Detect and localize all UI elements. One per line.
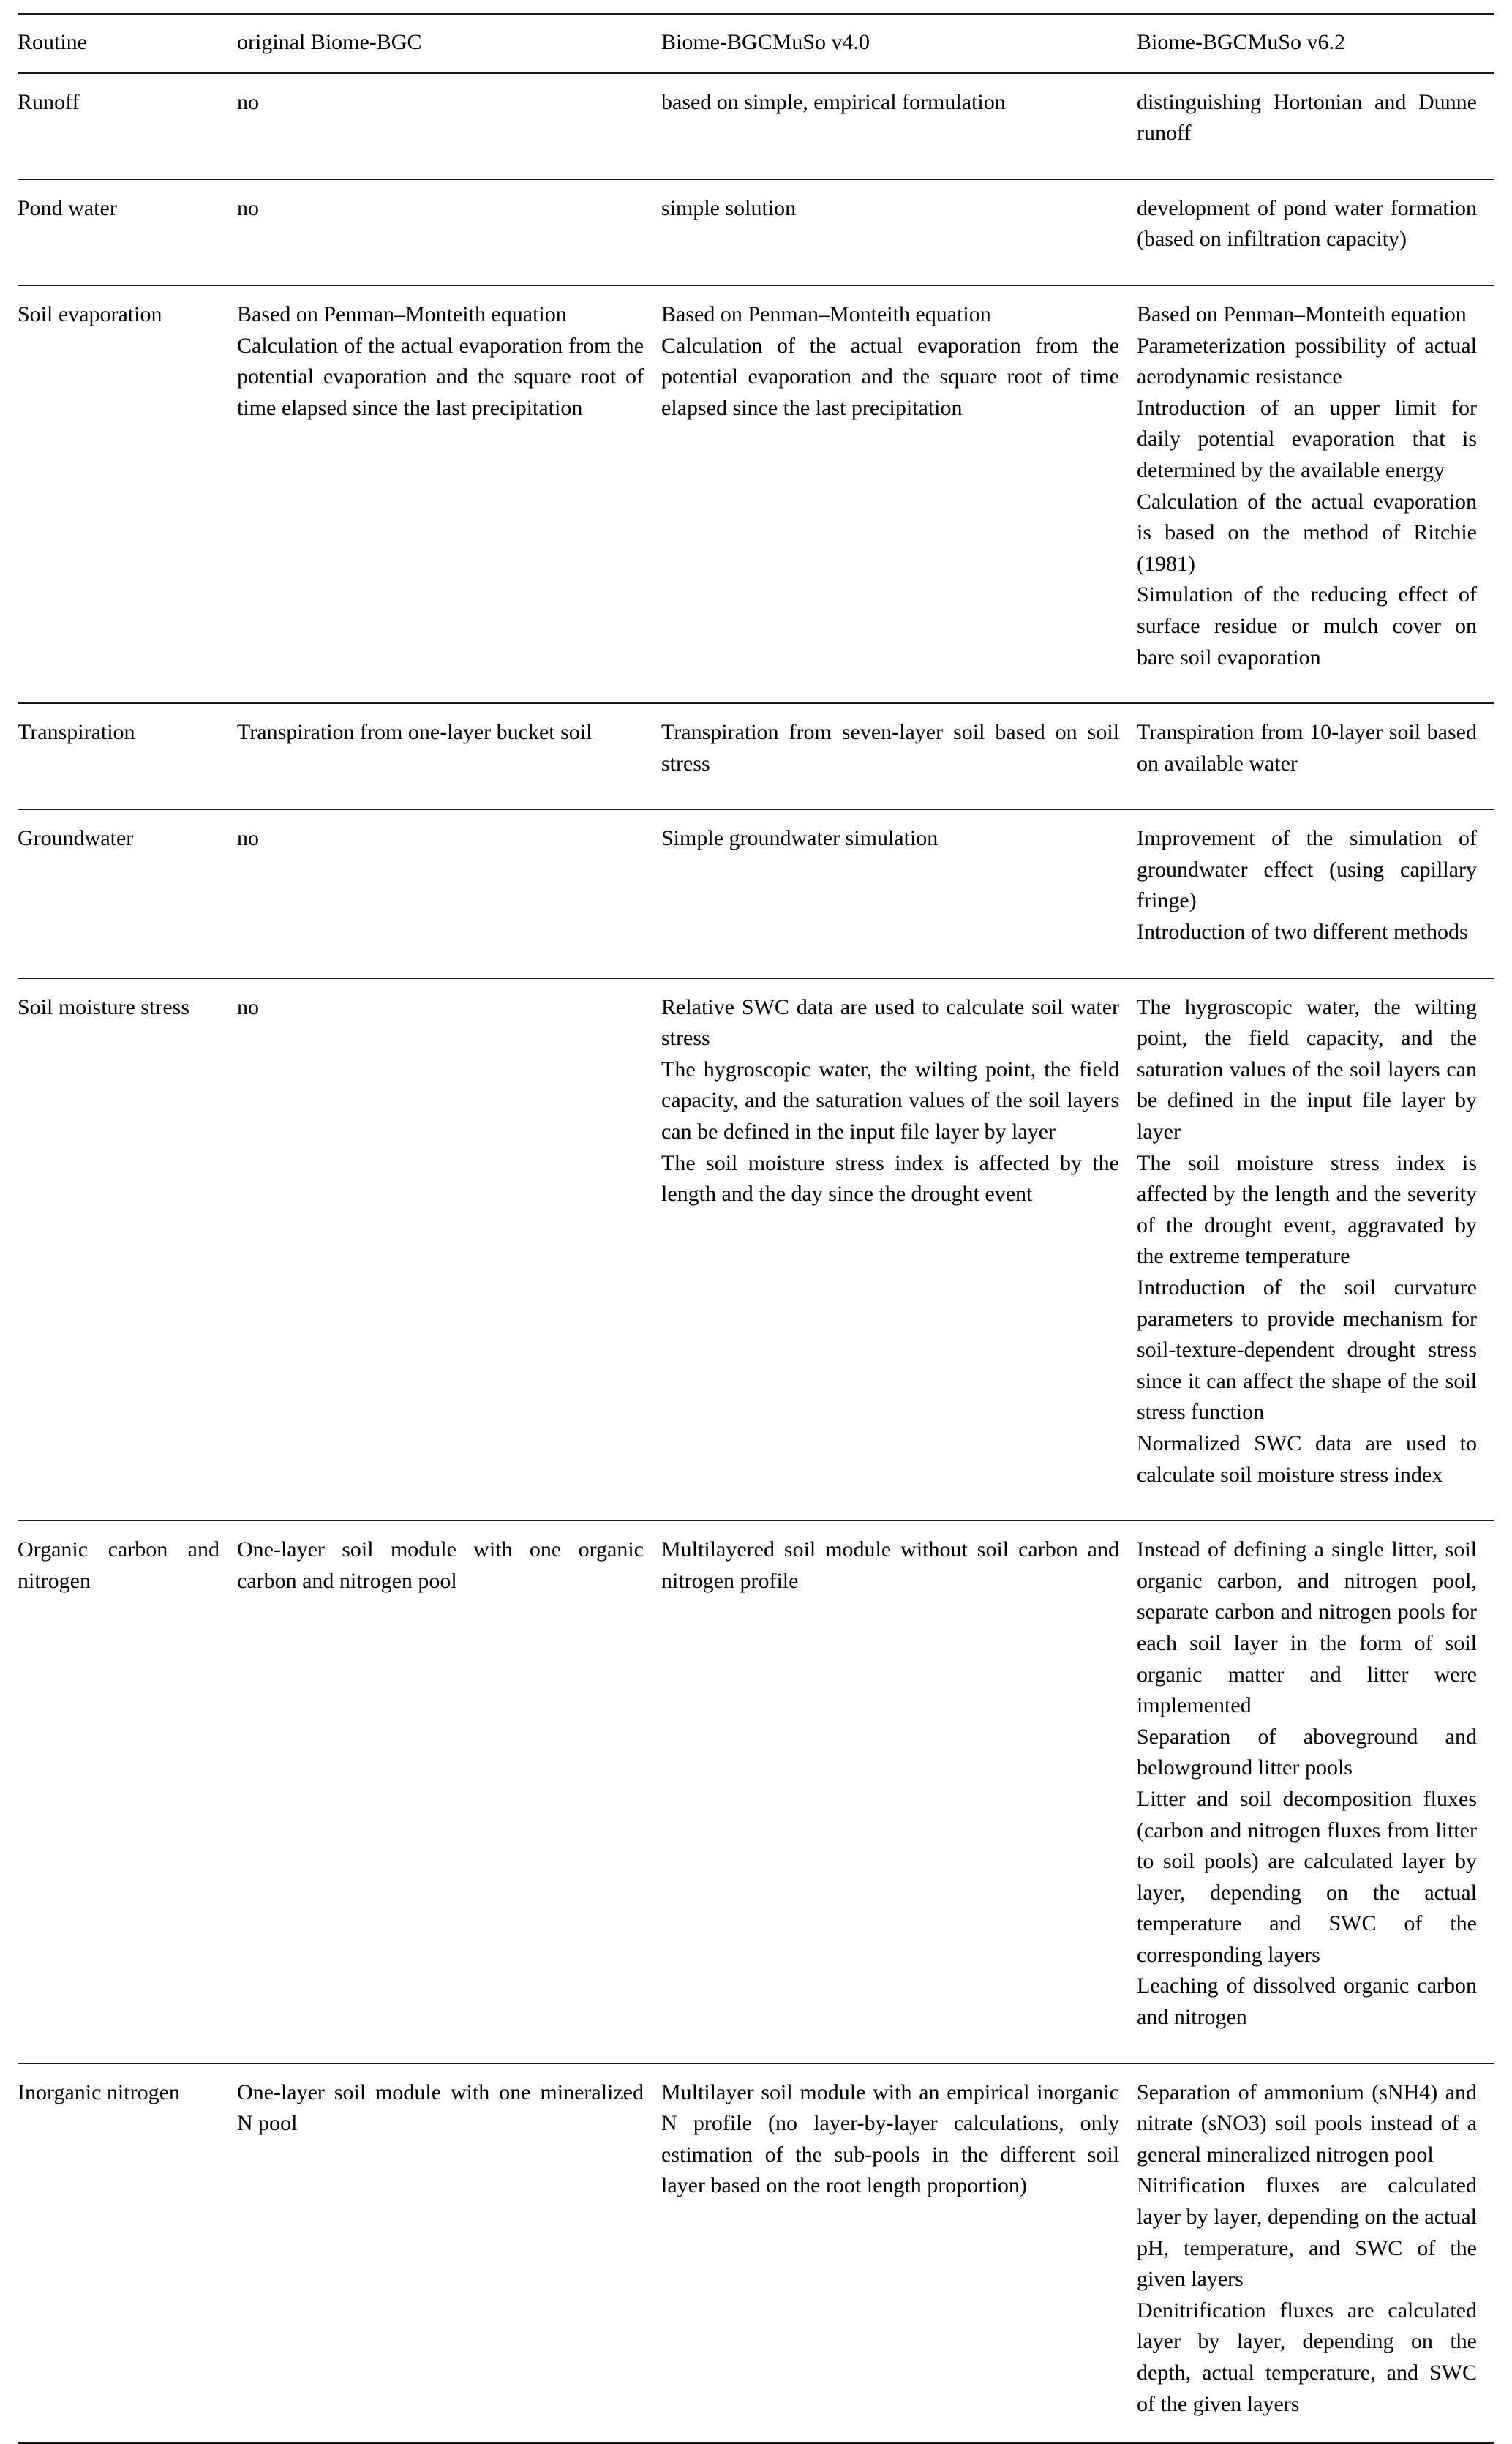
column-header-original-biome-bgc: original Biome-BGC xyxy=(237,15,661,73)
feature-cell-col2 xyxy=(237,285,661,703)
feature-cell-col2 xyxy=(237,2063,661,2443)
feature-line-group xyxy=(237,299,644,424)
feature-line-group xyxy=(1137,717,1477,779)
feature-line-group xyxy=(237,823,644,855)
feature-line-group xyxy=(661,1534,1119,1597)
feature-line: The soil moisture stress index is affected by the length and the severity of the drought event, aggravated by the extreme temperature xyxy=(1137,1150,1477,1269)
feature-cell-col2 xyxy=(237,1521,661,2063)
feature-line-group xyxy=(237,992,644,1024)
table-row xyxy=(18,809,1494,978)
feature-cell-col4 xyxy=(1137,285,1494,703)
feature-cell-col2 xyxy=(237,809,661,978)
table-header xyxy=(18,15,1494,73)
feature-line-group xyxy=(661,992,1119,1210)
feature-line: simple solution xyxy=(661,195,797,220)
feature-cell-col4 xyxy=(1137,2063,1494,2443)
feature-line: Introduction of an upper limit for daily potential evaporation that is determined by the available energy xyxy=(1137,395,1477,482)
routine-name-cell: Inorganic nitrogen xyxy=(18,2063,237,2443)
feature-line: Litter and soil decomposition fluxes (carbon and nitrogen fluxes from litter to soil pools) are calculated layer by layer, depending on the actual temperature and SWC of the corresponding layers xyxy=(1137,1786,1477,1967)
routine-name-cell: Pond water xyxy=(18,179,237,285)
feature-line: Improvement of the simulation of groundwater effect (using capillary fringe) xyxy=(1137,826,1477,913)
feature-line-group xyxy=(661,87,1119,119)
feature-cell-col4 xyxy=(1137,809,1494,978)
feature-line: Nitrification fluxes are calculated layer by layer, depending on the actual pH, temperature, and SWC of the given layers xyxy=(1137,2173,1477,2292)
table-header-row xyxy=(18,15,1494,73)
table-row xyxy=(18,703,1494,809)
feature-line: Simple groundwater simulation xyxy=(661,826,939,851)
feature-line: no xyxy=(237,994,259,1019)
feature-line: Separation of aboveground and belowground litter pools xyxy=(1137,1724,1477,1780)
feature-cell-col4 xyxy=(1137,1521,1494,2063)
feature-cell-col3 xyxy=(661,1521,1137,2063)
feature-cell-col3 xyxy=(661,978,1137,1521)
feature-line: Calculation of the actual evaporation is based on the method of Ritchie (1981) xyxy=(1137,489,1477,576)
feature-line-group xyxy=(1137,87,1477,149)
feature-line: Introduction of the soil curvature parameters to provide mechanism for soil-texture-dependent drought stress since it can affect the shape of the soil stress function xyxy=(1137,1275,1477,1425)
feature-line: distinguishing Hortonian and Dunne runoff xyxy=(1137,89,1477,146)
table-row xyxy=(18,978,1494,1521)
feature-cell-col4 xyxy=(1137,703,1494,809)
feature-line: Transpiration from one-layer bucket soil xyxy=(237,720,593,745)
feature-line-group xyxy=(1137,992,1477,1491)
feature-line: Based on Penman–Monteith equation xyxy=(661,301,991,326)
table-row xyxy=(18,179,1494,285)
feature-line-group xyxy=(661,193,1119,225)
feature-cell-col3 xyxy=(661,285,1137,703)
routine-name-cell: Runoff xyxy=(18,72,237,179)
feature-line-group xyxy=(1137,299,1477,673)
feature-line: Based on Penman–Monteith equation xyxy=(1137,301,1467,326)
feature-line: The hygroscopic water, the wilting point, the field capacity, and the saturation values of the soil layers can be defined in the input file layer by layer xyxy=(1137,994,1477,1144)
feature-line-group xyxy=(237,2077,644,2140)
feature-line: Separation of ammonium (sNH4) and nitrate (sNO3) soil pools instead of a general mineralized nitrogen pool xyxy=(1137,2080,1477,2167)
feature-line-group xyxy=(1137,823,1477,948)
feature-line: Denitrification fluxes are calculated layer by layer, depending on the depth, actual temperature, and SWC of the given layers xyxy=(1137,2298,1477,2416)
feature-line: development of pond water formation (based on infiltration capacity) xyxy=(1137,195,1477,252)
feature-line-group xyxy=(661,299,1119,424)
feature-line: Calculation of the actual evaporation from the potential evaporation and the square root of time elapsed since the last precipitation xyxy=(661,333,1119,420)
feature-cell-col3 xyxy=(661,809,1137,978)
table-row xyxy=(18,2063,1494,2443)
model-comparison-table xyxy=(18,13,1494,2444)
feature-cell-col2 xyxy=(237,978,661,1521)
feature-line: Introduction of two different methods xyxy=(1137,920,1468,945)
feature-line-group xyxy=(661,717,1119,779)
feature-line-group xyxy=(237,87,644,119)
document-page xyxy=(0,13,1512,2416)
feature-line: One-layer soil module with one organic carbon and nitrogen pool xyxy=(237,1537,644,1593)
feature-line-group xyxy=(1137,193,1477,255)
feature-line: Simulation of the reducing effect of surface residue or mulch cover on bare soil evaporation xyxy=(1137,582,1477,670)
feature-line-group xyxy=(237,717,644,749)
feature-line: Based on Penman–Monteith equation xyxy=(237,301,567,326)
feature-line: Relative SWC data are used to calculate soil water stress xyxy=(661,994,1119,1051)
feature-cell-col3 xyxy=(661,2063,1137,2443)
feature-line-group xyxy=(661,823,1119,855)
feature-line: Calculation of the actual evaporation from the potential evaporation and the square root of time elapsed since the last precipitation xyxy=(237,333,644,420)
feature-line-group xyxy=(1137,2077,1477,2421)
feature-line: no xyxy=(237,89,259,114)
feature-cell-col4 xyxy=(1137,978,1494,1521)
table-body xyxy=(18,72,1494,2443)
feature-cell-col3 xyxy=(661,72,1137,179)
routine-name-cell: Soil evaporation xyxy=(18,285,237,703)
feature-line: The hygroscopic water, the wilting point, the field capacity, and the saturation values of the soil layers can be defined in the input file layer by layer xyxy=(661,1057,1119,1144)
feature-line: One-layer soil module with one mineralized N pool xyxy=(237,2080,644,2136)
feature-line-group xyxy=(237,193,644,225)
feature-line-group xyxy=(1137,1534,1477,2033)
routine-name-cell: Groundwater xyxy=(18,809,237,978)
feature-line: The soil moisture stress index is affected by the length and the day since the drought event xyxy=(661,1150,1119,1207)
column-header-routine: Routine xyxy=(18,15,237,73)
feature-cell-col4 xyxy=(1137,179,1494,285)
feature-line: Parameterization possibility of actual aerodynamic resistance xyxy=(1137,333,1477,389)
column-header-muso-v62: Biome-BGCMuSo v6.2 xyxy=(1137,15,1494,73)
table-row xyxy=(18,1521,1494,2063)
feature-cell-col3 xyxy=(661,179,1137,285)
table-row xyxy=(18,72,1494,179)
feature-line: Instead of defining a single litter, soil organic carbon, and nitrogen pool, separate carbon and nitrogen pools for each soil layer in the form of soil organic matter and litter were implemented xyxy=(1137,1537,1477,1718)
table-row xyxy=(18,285,1494,703)
routine-name-cell: Transpiration xyxy=(18,703,237,809)
feature-cell-col2 xyxy=(237,703,661,809)
feature-line-group xyxy=(237,1534,644,1597)
feature-cell-col2 xyxy=(237,72,661,179)
feature-line: Normalized SWC data are used to calculate soil moisture stress index xyxy=(1137,1431,1477,1487)
feature-line: based on simple, empirical formulation xyxy=(661,89,1006,114)
feature-line: Multilayer soil module with an empirical inorganic N profile (no layer-by-layer calculations, only estimation of the sub-pools in the different soil layer based on the root length proportion) xyxy=(661,2080,1119,2198)
feature-line-group xyxy=(661,2077,1119,2202)
feature-cell-col4 xyxy=(1137,72,1494,179)
feature-line: no xyxy=(237,826,259,851)
feature-line: Leaching of dissolved organic carbon and nitrogen xyxy=(1137,1973,1477,2030)
feature-line: Transpiration from 10-layer soil based on available water xyxy=(1137,720,1477,776)
feature-line: no xyxy=(237,195,259,220)
feature-cell-col2 xyxy=(237,179,661,285)
feature-line: Multilayered soil module without soil carbon and nitrogen profile xyxy=(661,1537,1119,1593)
feature-line: Transpiration from seven-layer soil based on soil stress xyxy=(661,720,1119,776)
column-header-muso-v40: Biome-BGCMuSo v4.0 xyxy=(661,15,1137,73)
routine-name-cell: Organic carbon and nitrogen xyxy=(18,1521,237,2063)
routine-name-cell: Soil moisture stress xyxy=(18,978,237,1521)
feature-cell-col3 xyxy=(661,703,1137,809)
